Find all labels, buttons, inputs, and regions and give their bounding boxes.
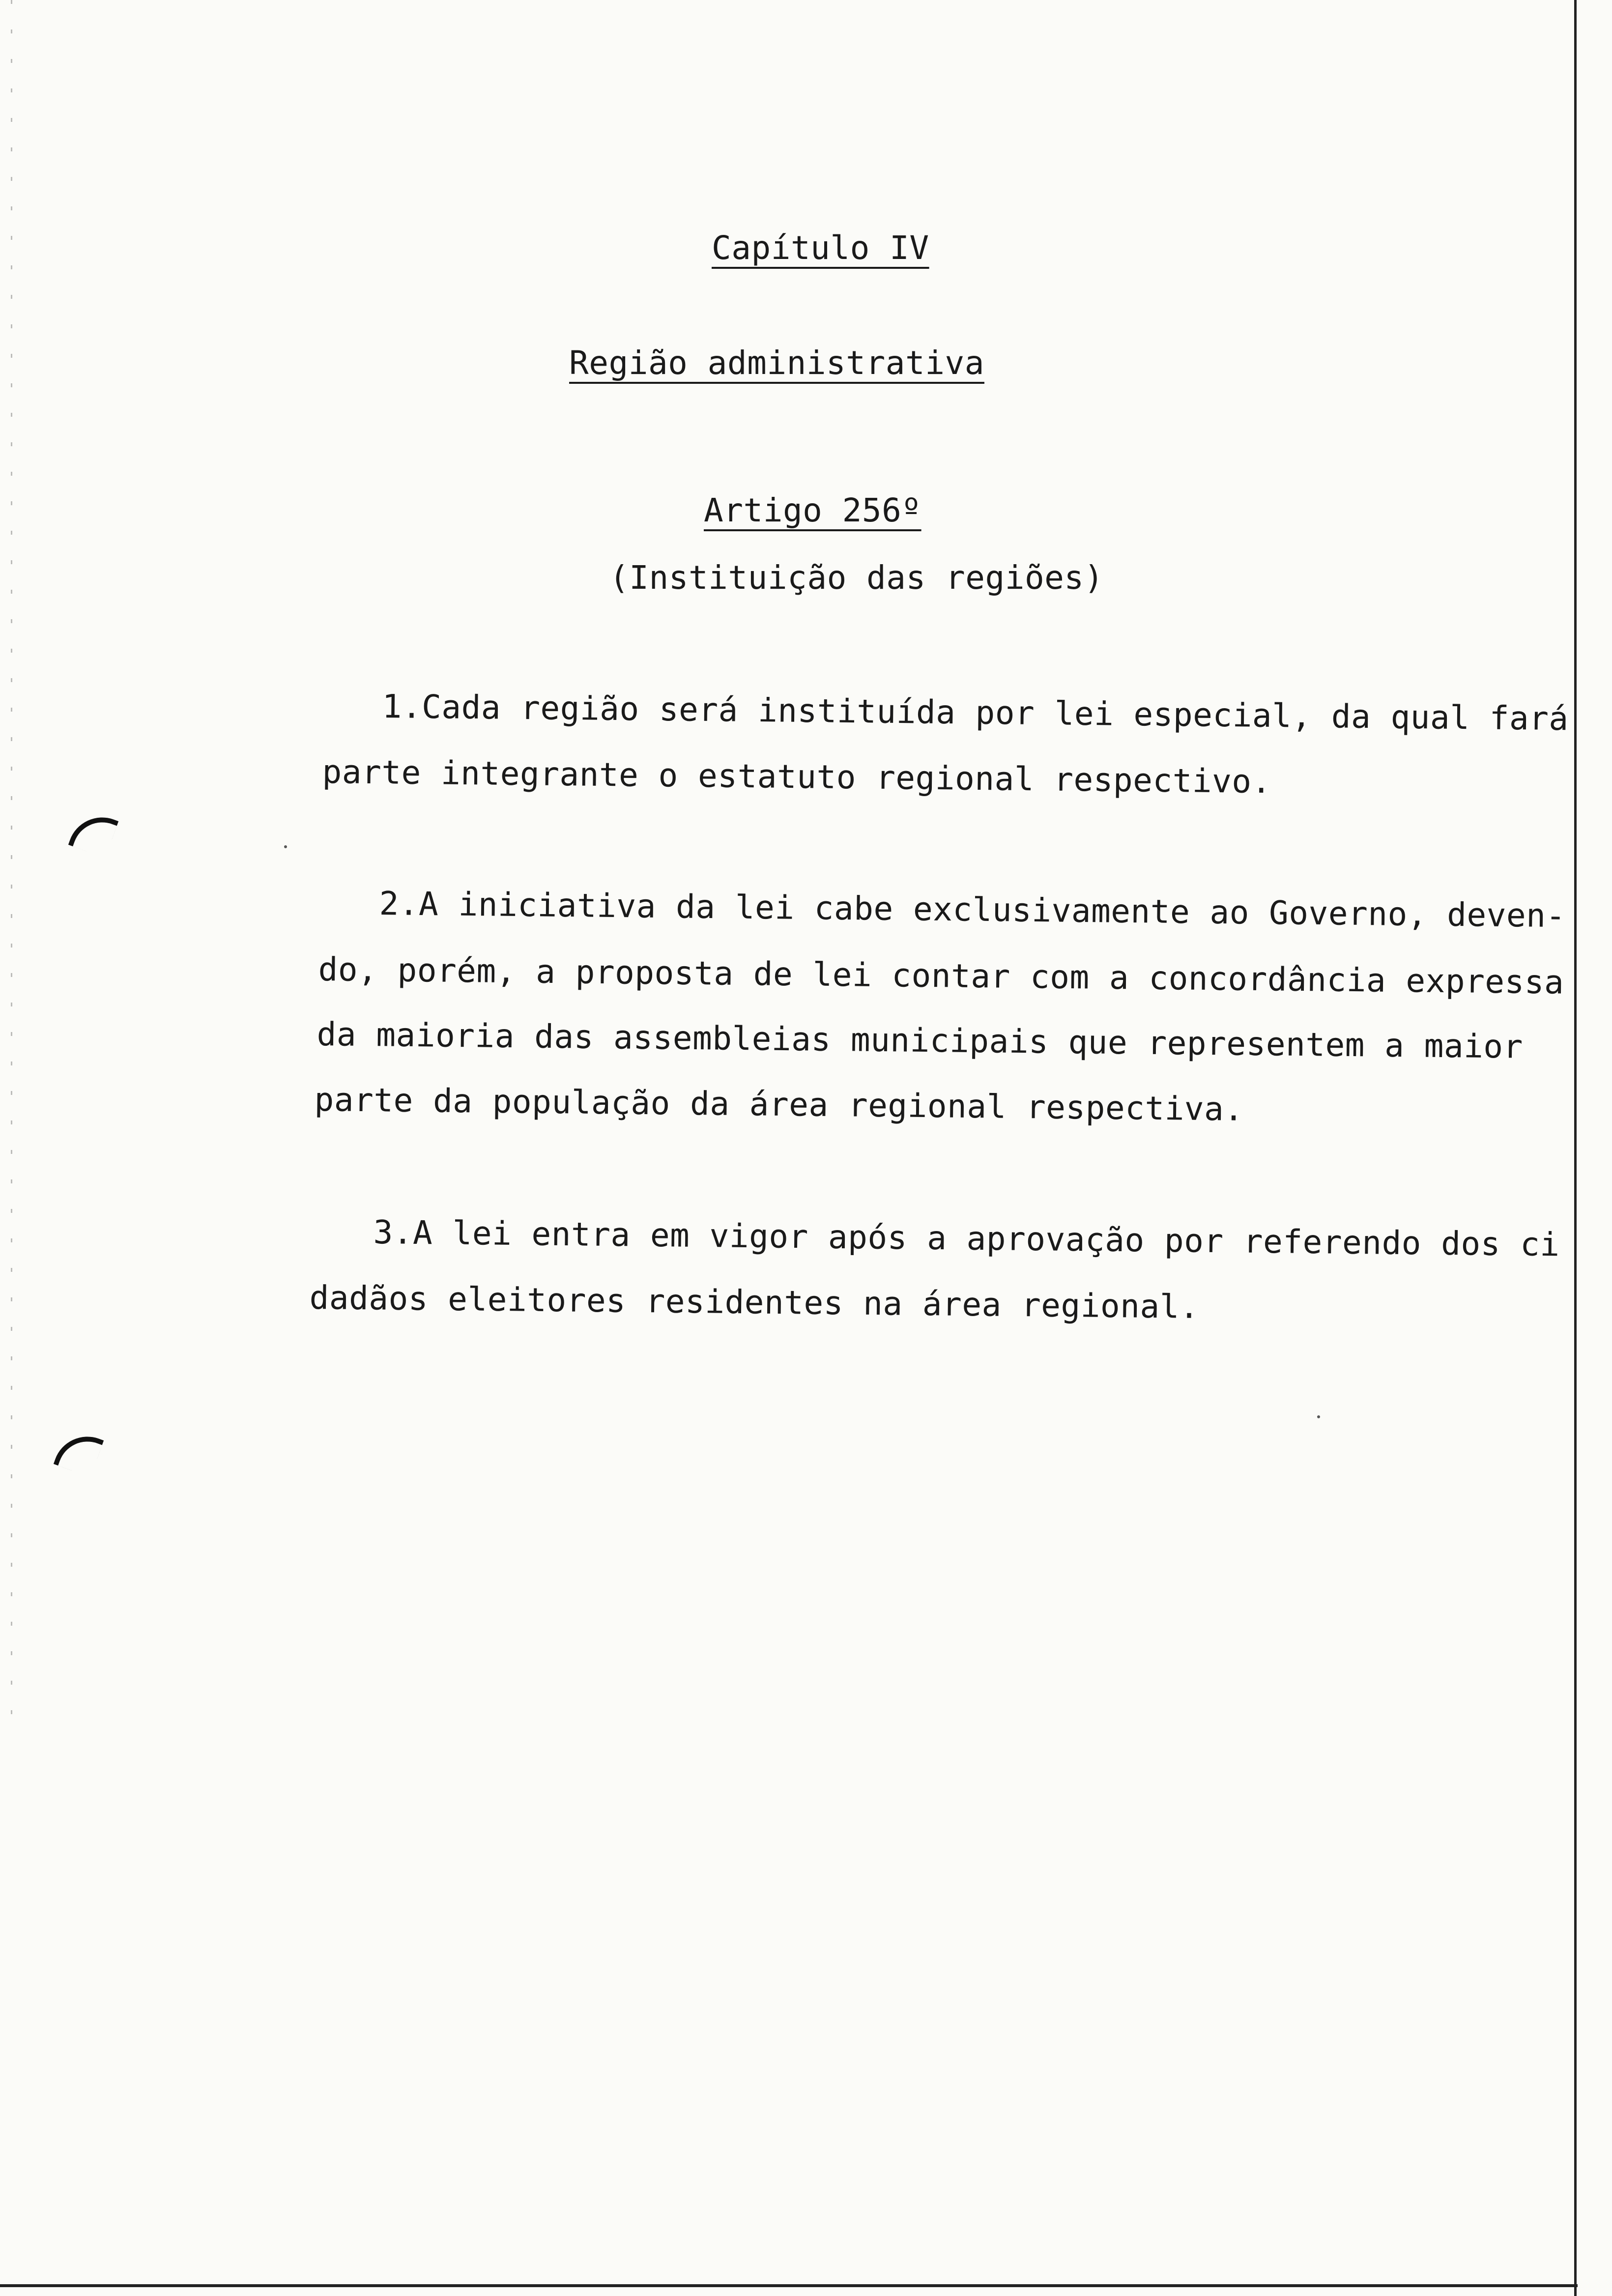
bottom-edge-line <box>0 2284 1578 2287</box>
section-heading: Região administrativa <box>569 344 984 382</box>
paragraph-1-line-2: parte integrante o estatuto regional respectivo. <box>322 753 1272 801</box>
speck <box>1317 1415 1320 1418</box>
paragraph-3-line-2: dadãos eleitores residentes na área regional. <box>309 1279 1200 1326</box>
speck <box>284 845 287 848</box>
right-edge-line <box>1574 0 1577 2296</box>
paragraph-2-line-3: da maioria das assembleias municipais que representem a maior <box>317 1015 1524 1066</box>
paragraph-1-line-1: 1.Cada região será instituída por lei especial, da qual fará <box>382 688 1569 738</box>
paragraph-2-line-2: do, porém, a proposta de lei contar com a concordância expressa <box>318 950 1564 1002</box>
paragraph-2-line-1: 2.A iniciativa da lei cabe exclusivamente ao Governo, deven- <box>379 885 1566 935</box>
article-title: Artigo 256º <box>704 491 921 529</box>
punch-hole-mark-icon <box>54 1427 104 1478</box>
punch-hole-mark-icon <box>68 808 119 859</box>
left-margin-marks <box>11 0 12 1720</box>
chapter-heading: Capítulo IV <box>712 229 929 267</box>
paragraph-3-line-1: 3.A lei entra em vigor após a aprovação por referendo dos ci <box>373 1213 1560 1264</box>
article-subtitle: (Instituição das regiões) <box>609 559 1104 597</box>
paragraph-2-line-4: parte da população da área regional respectiva. <box>314 1081 1244 1128</box>
